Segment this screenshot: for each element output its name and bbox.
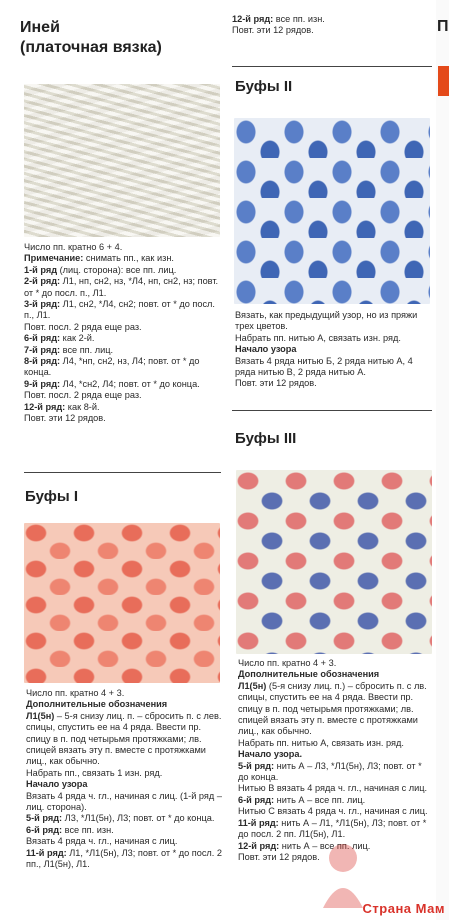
instruction-text: Повт. посл. 2 ряда еще раз.	[24, 390, 142, 401]
instruction-line	[26, 711, 226, 768]
instruction-line	[238, 806, 434, 817]
instruction-label: 5-й ряд:	[238, 760, 275, 771]
instruction-line	[24, 253, 224, 264]
instruction-line	[24, 333, 224, 344]
instruction-text: Л1, сн2, *Л4, сн2; повт. от * до посл. п., Л1.	[24, 299, 215, 321]
instruction-text: Повт. эти 12 рядов.	[235, 378, 317, 389]
instruction-line	[235, 378, 433, 389]
bufy-1-instructions	[26, 688, 226, 871]
instruction-line	[26, 779, 226, 790]
orange-page-tab	[438, 66, 449, 96]
pattern-title: Иней	[20, 19, 60, 36]
instruction-line	[24, 265, 224, 276]
instruction-label: 5-й ряд:	[26, 813, 63, 824]
instruction-line	[24, 402, 224, 413]
instruction-line	[24, 322, 224, 333]
next-page-heading-letter: П	[437, 18, 449, 35]
instruction-label: 11-й ряд:	[238, 817, 279, 828]
white-knit-photo	[24, 84, 220, 237]
instruction-text: Вязать, как предыдущий узор, но из пряжи трех цветов.	[235, 310, 418, 332]
section-title-bufy-3: Буфы III	[235, 430, 297, 447]
section-divider	[232, 66, 432, 67]
instruction-line	[235, 333, 433, 344]
instruction-label: Начало узора	[235, 344, 297, 355]
instruction-label: Примечание:	[24, 253, 84, 264]
instruction-line	[26, 848, 226, 871]
instruction-label: 2-й ряд:	[24, 276, 61, 287]
instruction-line	[26, 813, 226, 824]
instruction-line	[26, 768, 226, 779]
instruction-line	[26, 836, 226, 847]
pattern-instructions	[24, 242, 224, 425]
section-divider	[232, 410, 432, 411]
instruction-label: 6-й ряд:	[238, 794, 275, 805]
instruction-text: нить А – все пп. лиц.	[274, 794, 366, 805]
instruction-line	[24, 242, 224, 253]
instruction-line	[24, 276, 224, 299]
instruction-text: все пп. лиц.	[60, 344, 114, 355]
instruction-line	[24, 345, 224, 356]
section-divider	[24, 472, 221, 473]
instruction-text: Вязать 4 ряда нитью Б, 2 ряда нитью А, 4 ряда нитью В, 2 ряда нитью А.	[235, 355, 413, 378]
multicolor-knit-photo	[236, 470, 432, 654]
instruction-line	[24, 413, 224, 424]
instruction-label: 12-й ряд:	[232, 14, 274, 24]
instruction-line	[238, 761, 434, 784]
instruction-label: Дополнительные обозначения	[238, 669, 380, 680]
watermark-text: Страна Мам	[362, 901, 445, 916]
instruction-text: Набрать пп., связать 1 изн. ряд.	[26, 767, 163, 778]
instruction-text: Нитью С вязать 4 ряда ч. гл., начиная с лиц.	[238, 806, 428, 817]
instruction-line	[26, 688, 226, 699]
instruction-label: 1-й ряд	[24, 264, 58, 275]
instruction-label: 6-й ряд:	[26, 824, 63, 835]
instruction-label: 3-й ряд:	[24, 299, 61, 310]
section-title-bufy-1: Буфы I	[25, 488, 78, 505]
instruction-text: Повт. посл. 2 ряда еще раз.	[24, 321, 142, 332]
instruction-text: все пп. изн.	[273, 14, 325, 24]
next-page-edge	[436, 0, 449, 920]
instruction-line	[24, 379, 224, 390]
instruction-line	[24, 390, 224, 401]
instruction-text: Л1, *Л1(5н), Л3; повт. от * до посл. 2 пп., Л1(5н), Л1.	[26, 847, 223, 870]
bufy-3-instructions	[238, 658, 434, 863]
instruction-text: Вязать 4 ряда ч. гл., начиная с лиц.	[26, 836, 178, 847]
instruction-text: Повт. эти 12 рядов.	[232, 25, 314, 36]
instruction-text: Л1, нп, сн2, нз, *Л4, нп, сн2, нз; повт. от * до посл. п., Л1.	[24, 276, 219, 298]
instruction-line	[232, 25, 432, 36]
instruction-line	[238, 749, 434, 760]
instruction-line	[235, 344, 433, 355]
instruction-line	[238, 795, 434, 806]
instruction-line	[238, 669, 434, 680]
instruction-text: нить А – Л3, *Л1(5н), Л3; повт. от * до конца.	[238, 760, 422, 783]
pattern-subtitle: (платочная вязка)	[20, 39, 162, 56]
instruction-text: Нитью В вязать 4 ряда ч. гл., начиная с лиц.	[238, 783, 428, 794]
instruction-text: Набрать пп. нитью А, связать изн. ряд.	[235, 332, 401, 343]
instruction-label: 9-й ряд:	[24, 378, 61, 389]
instruction-label: Дополнительные обозначения	[26, 699, 168, 710]
instruction-line	[26, 791, 226, 814]
instruction-line	[238, 738, 434, 749]
instruction-line	[24, 299, 224, 322]
section-title-bufy-2: Буфы II	[235, 78, 293, 95]
instruction-line	[235, 310, 433, 333]
watermark-logo-icon	[313, 838, 373, 908]
instruction-line	[26, 825, 226, 836]
instruction-label: Л1(5н)	[26, 710, 55, 721]
instruction-text: нить А – Л1, *Л1(5н), Л3; повт. от * до посл. 2 пп. Л1(5н), Л1.	[238, 817, 427, 840]
instruction-text: (лиц. сторона): все пп. лиц.	[57, 264, 177, 275]
instruction-text: все пп. изн.	[62, 824, 114, 835]
instruction-line	[238, 783, 434, 794]
instruction-label: 12-й ряд:	[238, 840, 280, 851]
instruction-text: Повт. эти 12 рядов.	[24, 413, 106, 424]
instruction-label: Л1(5н)	[238, 680, 267, 691]
instruction-label: 8-й ряд:	[24, 356, 61, 367]
instruction-text: снимать пп., как изн.	[83, 253, 174, 264]
instruction-text: Число пп. кратно 6 + 4.	[24, 242, 123, 252]
bufy-2-instructions	[235, 310, 433, 390]
instruction-text: нить А – все пп. лиц.	[279, 840, 371, 851]
instruction-label: 6-й ряд:	[24, 333, 61, 344]
continued-instructions	[232, 14, 432, 37]
instruction-line	[24, 356, 224, 379]
instruction-text: – 5-я снизу лиц. п. – сбросить п. с лев. спицы, спустить ее на 4 ряда. Ввести пр. спицу в п. под четырьмя протяжками; лв. спицей вязать эту п. вместе с протяжками лиц., как обычно.	[26, 710, 222, 767]
instruction-label: 7-й ряд:	[24, 344, 61, 355]
instruction-line	[235, 356, 433, 379]
instruction-text: (5-я снизу лиц. п.) – сбросить п. с лв. спицы, спустить ее на 4 ряда. Ввести пр. спицу в п. под четырьмя протяжками; лв. спицей вязать эту п. вместе с протяжками лиц., как обычно.	[238, 680, 427, 737]
instruction-text: Л3, *Л1(5н), Л3; повт. от * до конца.	[62, 813, 215, 824]
instruction-text: Л4, *сн2, Л4; повт. от * до конца.	[60, 378, 200, 389]
instruction-text: Вязать 4 ряда ч. гл., начиная с лиц. (1-й ряд – лиц. сторона).	[26, 790, 222, 813]
instruction-text: Число пп. кратно 4 + 3.	[26, 688, 125, 698]
instruction-text: как 2-й.	[60, 333, 95, 344]
instruction-text: Набрать пп. нитью А, связать изн. ряд.	[238, 737, 404, 748]
instruction-text: Л4, *нп, сн2, нз, Л4; повт. от * до конца.	[24, 356, 200, 378]
instruction-line	[238, 681, 434, 738]
instruction-text: как 8-й.	[65, 401, 100, 412]
instruction-label: Начало узора	[26, 779, 88, 790]
red-knit-photo	[24, 523, 220, 683]
instruction-label: 12-й ряд:	[24, 401, 66, 412]
instruction-line	[232, 14, 432, 25]
instruction-label: Начало узора.	[238, 749, 303, 760]
instruction-text: Число пп. кратно 4 + 3.	[238, 658, 337, 668]
instruction-text: Повт. эти 12 рядов.	[238, 851, 320, 862]
instruction-line	[26, 699, 226, 710]
blue-knit-photo	[234, 118, 430, 304]
instruction-line	[238, 658, 434, 669]
instruction-label: 11-й ряд:	[26, 847, 67, 858]
